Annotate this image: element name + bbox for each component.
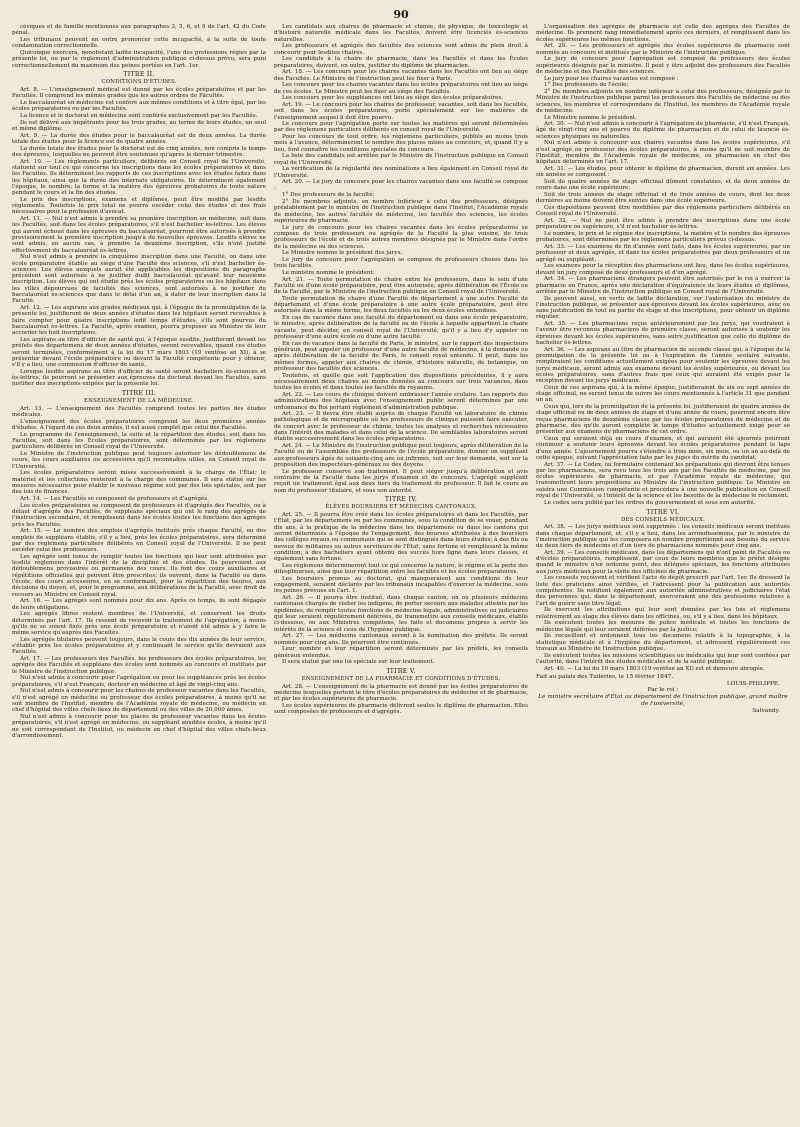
paragraph: Toutefois, et quelle que soit l'application des dispositions précédentes, il y aura nécessairement deux chaires au moins données au concours sur trois vacances, dans toutes les écoles et dans toutes les facultés du royaume. xyxy=(274,372,528,392)
paragraph: Leur nombre et leur répartition seront déterminés par les préfets, les conseils généraux entendus. xyxy=(274,646,528,659)
paragraph: Art. 22. — Les cours de clinique doivent embrasser l'année scolaire. Les rapports des administrations des hôpitaux avec l'enseignement public seront déterminés par une ordonnance du Roi portant règlement d'administration publique. xyxy=(274,391,528,411)
paragraph: Art. 31. — Les études, pour obtenir le diplôme de pharmacien, durent six années. Les six années se composent : xyxy=(536,166,790,179)
paragraph: Ceux de ces aspirans qui, à la même époque, justifieraient de six ou sept années de stage officinal, ne seront tenus de suivre les cours mentionnés à l'article 31 que pendant un an. xyxy=(536,384,790,404)
paragraph: Les boursiers promus au doctorat, qui manqueraient aux conditions de leur engagement, seraient déclarés par les tribunaux incapables d'exercer la médecine, sous les peines prévues en l'art. 1. xyxy=(274,575,528,595)
paragraph: Le Ministre nomme le président des jurys. xyxy=(282,250,403,257)
paragraph: Art. 34. — Les pharmaciens étrangers peuvent être autorisés par le roi à exercer la pharmacie en France, après une déclaration d'équivalence de leurs études et diplômes, arrêtée par le Ministre de l'instruction publique en Conseil royal de l'Université. xyxy=(536,276,790,295)
column-2 xyxy=(274,24,528,1119)
paragraph: Nul n'est admis à concourir aux chaires vacantes dans les écoles supérieures, s'il n'est agrégé ou professeur des écoles préparatoires, à moins qu'il ne soit membre de l'Institut, membre de l'Académie royale de médecine, ou pharmacien en chef des hôpitaux déterminés en l'art. 17. xyxy=(536,140,790,166)
signature-date: Fait au palais des Tuileries, le 15 février 1847. xyxy=(536,673,674,680)
paragraph: En cas de vacance dans la faculté de Paris, le ministre, sur le rapport des inspecteurs généraux, peut appeler un professeur d'une autre faculté de médecine, à la demande ou après délibération de la faculté de Paris, le conseil royal entendu. Il peut, dans les mêmes formes, appeler aux chaires de chimie, d'histoire naturelle, de botanique, un professeur des facultés des sciences. xyxy=(274,340,528,372)
paragraph: Nul n'est admis à concourir pour l'agrégation ou pour les suppléances près les écoles préparatoires, s'il n'est Français, docteur en médecine et âgé de vingt-cinq ans. xyxy=(12,675,266,688)
paragraph: Pour les concours de tout ordre, les règlemens particuliers, publiés au moins trois mois à l'avance, détermineront le nombre des places mises au concours, et, quand il y a lieu, font connaître les conditions spéciales du concours. xyxy=(274,134,528,153)
paragraph: Art. 14. — Les Facultés se composent de professeurs et d'agrégés. xyxy=(20,496,209,503)
paragraph: Le concours pour l'agrégation porte sur toutes les matières qui seront déterminées par des règlemens particuliers délibérés en conseil royal de l'Université. xyxy=(274,121,528,134)
paragraph: Les concours pour les suppléances ont lieu au siège des écoles préparatoires. xyxy=(282,95,503,102)
page-number: 90 xyxy=(393,8,409,21)
column-3 xyxy=(536,24,790,1119)
paragraph: Art. 13. — L'enseignement des Facultés comprend toutes les parties des études médicales. xyxy=(12,405,266,419)
paragraph: Les écoles préparatoires se composent de professeurs et d'agrégés des Facultés, ou à défaut d'agrégés des Facultés, de suppléans spéciaux qui ont le rang des agrégés de l'instruction secondaire, et remplissent dans les écoles toutes les fonctions des agrégés près les Facultés. xyxy=(12,502,266,528)
paragraph: 2° De membres adjoints en nombre inférieur à celui des professeurs, désignés par le Ministre de l'instruction publique parmi les professeurs des Facultés de médecine ou des sciences, les membres et correspondans de l'Institut, les membres de l'Académie royale de médecine. xyxy=(536,88,790,114)
paragraph: Ils peuvent aussi, en vertu de ladite déclaration, sur l'autorisation du ministre de l'instruction publique, se présenter aux épreuves devant les écoles supérieures, avec ou sans justification de tout ou partie du stage et des inscriptions, pour obtenir un diplôme régulier. xyxy=(536,295,790,321)
paragraph: Le nombre, le prix et le régime des inscriptions, la matière et le nombre des épreuves probatoires, sont déterminés par les règlemens particuliers prévus ci-dessus. xyxy=(536,230,790,244)
paragraph: Art. 8. — L'enseignement médical est donné par les écoles préparatoires et par les Facultés. Il comprend les mêmes grades que les autres ordres de Facultés. xyxy=(12,87,266,100)
paragraph: Les agrégés sont tenus de remplir toutes les fonctions qui leur sont attribuées par lesdits règlemens dans l'intérêt de la discipline et des études. Ils pourvoient aux dédoublemens provisoires ou permanens des cours. Ils font des cours auxiliaires et répétitions officielles qui peuvent être prescrites; ils ouvrent, dans la Faculté ou dans l'école, des cours accessoires, en se conformant, pour la répartition des heures, aux décisions du doyen, et, pour le programme, aux délibérations de la Faculté, avec droit de recours au Ministre en Conseil royal. xyxy=(12,553,266,598)
paragraph: Art. 15. — Le nombre des emplois d'agrégés institués près chaque Faculté, ou des emplois de suppléans établis, s'il y a lieu, près les écoles préparatoires, sera déterminé par des règlemens particuliers délibérés en Conseil royal de l'Université. Il ne peut excéder celui des professeurs. xyxy=(12,528,266,554)
paragraph: Le codex sera publié par les ordres du gouvernement et sous son autorité. xyxy=(544,499,756,506)
paragraph: Art. 21. — Toute permutation de chaire entre les professeurs, dans le sein d'une Faculté ou d'une école préparatoire, peut être autorisée, après délibération de l'École ou de la Faculté, par le Ministre de l'instruction publique en Conseil royal de l'Université. xyxy=(274,276,528,296)
section-title: TITRE III. xyxy=(121,390,157,398)
paragraph: Les candidats aux chaires de pharmacie et chimie, de physique, de toxicologie et d'histoire naturelle médicale dans les Facultés, doivent être licenciés ès-sciences naturelles. xyxy=(274,24,528,43)
paragraph: Art. 19. — Le concours pour les chaires de professeur, vacantes, soit dans les facultés, soit dans les écoles préparatoires, porte spécialement sur les matières de l'enseignement auquel il doit être pourvu. xyxy=(274,101,528,121)
paragraph: Les examens pour la réception des pharmaciens ont lieu, dans les écoles supérieures, devant un jury composé de deux professeurs et d'un agrégé. xyxy=(536,263,790,276)
paragraph: Art. 39. — Les conseils médicaux, dans les départemens qui n'ont point de Facultés ou d'écoles préparatoires, remplissent, par ceux de leurs membres que le préfet désigne quand le ministre n'en ordonne point, des délégués spéciaux, les fonctions attribuées aux jurys médicaux pour la visite des officines de pharmacie. xyxy=(536,549,790,575)
paragraph: Art. 9. — La durée des études pour le baccalauréat est de deux années. La durée totale des études pour la licence est de quatre années. xyxy=(12,132,266,145)
paragraph: Ils est délivré aux impétrants pour les trois grades, au terme de leurs études, un seul et même diplôme. xyxy=(12,119,266,133)
paragraph: Art. 17. — Les professeurs des Facultés, les professeurs des écoles préparatoires, les agrégés des Facultés et suppléans des écoles sont nommés au concours et institués par le Ministre de l'instruction publique. xyxy=(12,656,266,675)
paragraph: 1° Des professeurs de l'école; xyxy=(544,82,629,89)
paragraph: Les aspirans au titre d'officier de santé qui, à l'époque susdite, justifieront devant les préfets des départemens de deux années d'études, seront recevables, quand ces études seront terminées, conformément à la loi du 17 mars 1803 (19 ventôse an XI), à se présenter devant l'école préparatoire ou devant la Faculté compétente pour y obtenir, s'il y a lieu, une commission d'officier de santé. xyxy=(12,336,266,369)
paragraph: Art. 16. — Les agrégés sont nommés pour dix ans. Après ce temps, ils sont dégagés de leurs obligations. xyxy=(12,598,266,611)
paragraph: Ils exécutent toutes les mesures de police médicale et toutes les fonctions de médecine légale qui leur seraient déférées par la justice; xyxy=(536,620,790,633)
signature-minister-title: Le ministre secrétaire d'État au département de l'instruction publique, grand maître de l'université, xyxy=(538,694,788,707)
paragraph: Ils exécutent toutes les missions scientifiques ou médicales qui leur sont confiées par l'autorité, dans l'intérêt des études médicales et de la santé publique. xyxy=(536,652,790,665)
paragraph: Art. 36. — Les aspirans au titre de pharmacien de seconde classe qui, à l'époque de la promulgation de la présente loi ou à l'expiration de l'année scolaire suivante, rempliraient les conditions actuellement exigées pour soutenir les épreuves devant les jurys médicaux, seront admis aux examens devant les écoles supérieures, ou devant les écoles préparatoires, sans d'autres frais que ceux qui auraient été exigés pour la réception devant les jurys médicaux. xyxy=(536,346,790,385)
paragraph: Quiconque exercera, nonobstant ladite incapacité, l'une des professions régies par la présente loi, ou par le règlement d'administration publique ci-dessus prévu, sera puni correctionnellement du maximum des peines portées en l'art. 1er. xyxy=(12,49,266,69)
paragraph: Le Ministre nomme le président. xyxy=(544,114,637,121)
paragraph: Les conseils reçoivent et vérifient l'acte de dépôt prescrit par l'art. 1er. Ils dressent la liste des praticiens ainsi vérifiés, et l'adressent pour la publication aux autorités compétentes. Ils notifient également aux autorités administratives et judiciaires l'état des personnes qui, dans le département, exerceraient une des professions relatives à l'art de guérir sans titre légal; xyxy=(536,575,790,607)
paragraph: Soit de quatre années de stage officinal dûment constatées, et de deux années de cours dans une école supérieure; xyxy=(536,179,790,192)
section-subtitle: ENSEIGNEMENT DE LA PHARMACIE ET CONDITIONS D'ÉTUDES. xyxy=(301,676,501,682)
paragraph: Art. 20. — Le jury de concours pour les chaires vacantes dans une faculté se compose : xyxy=(274,179,528,192)
text-columns xyxy=(12,24,790,1119)
paragraph: Art. 25. — Il pourra être créé dans les écoles préparatoires et dans les Facultés, par l'État, par les départemens ou par les communes, sous la condition de se vouer, pendant dix ans, à la pratique de la médecine dans les départemens ou dans les cantons qui seront déterminés à l'époque de l'engagement, des bourses attribuées à des boursiers des collèges royaux ou communaux qui se sont distingués dans leurs études; à des fils ou neveux de militaires ou autres serviteurs de l'État, sans fortune et remplissant la même condition; à des bacheliers ayant obtenu des succès hors ligne dans leurs classes, et également sans fortune. xyxy=(274,512,528,563)
paragraph: Les tribunaux peuvent en outre prononcer cette incapacité, à la suite de toute condamnation correctionnelle. xyxy=(12,36,266,50)
paragraph: Le prix des inscriptions, examens et diplômes, peut être modifié par lesdits règlements. Toutefois le prix total ne pourra excéder celui des études et des frais nécessaires pour la profession d'avocat. xyxy=(12,196,266,216)
paragraph: La durée totale des études pour le doctorat est de cinq années, non compris le temps des épreuves, lesquelles ne peuvent être soutenues qu'après le dernier trimestre. xyxy=(12,145,266,158)
paragraph: Art. 38. — Les jurys médicaux sont supprimés : les conseils médicaux seront institués dans chaque département, et, s'il y a lieu, dans les arrondissemens, par le ministre de l'instruction publique qui les composera en nombre proportionné aux besoins du service de deux tiers de médecins et d'un tiers de pharmaciens nommés pour cinq ans. xyxy=(536,524,790,550)
paragraph: Art. 37. — Le Codex, ou formulaire contenant les préparations qui devront être tenues par les pharmaciens, sera revu tous les trois ans par les Facultés de médecine, par les écoles supérieures de pharmacie, et par l'Académie royale de médecine, qui transmettront leurs propositions au Ministre de l'instruction publique. Le Ministre en saisira une Commission compétente et procédera à une nouvelle publication en Conseil royal de l'Université, si l'intérêt de la science et les besoins de la médecine le réclament. xyxy=(536,461,790,500)
paragraph: Les écoles supérieures de pharmacie délivrent seules le diplôme de pharmacien. Elles sont composées de professeurs et d'agrégés. xyxy=(274,702,528,716)
paragraph: Nul n'est admis à concourir pour les chaires de professeur vacantes dans les Facultés, s'il n'est agrégé en médecine ou professeur des écoles préparatoires, à moins qu'il ne soit membre de l'Institut, membre de l'Académie royale de médecine, ou médecin en chef d'hôpital des villes chefs-lieux de département ou des villes de 20,000 âmes. xyxy=(12,688,266,714)
section-subtitle: DES CONSEILS MÉDICAUX. xyxy=(620,516,706,523)
paragraph: En cas de vacance dans une faculté du département ou dans une école préparatoire, le ministre, après délibération de la faculté ou de l'école à laquelle appartient la chaire vacante, peut décider, en conseil royal de l'Université, qu'il y a lieu d'y appeler un professeur d'une autre école ou d'une autre faculté. xyxy=(274,315,528,341)
paragraph: Art. 28. — L'enseignement de la pharmacie est donné par les écoles préparatoires de médecine lesquelles portent le titre d'écoles préparatoires de médecine et de pharmacie, et par les écoles supérieures de pharmacie. xyxy=(274,683,528,703)
paragraph: Le baccalauréat en médecine est conféré aux mêmes conditions et à titre égal, par les écoles préparatoires ou par les Facultés. xyxy=(12,100,266,113)
paragraph: Nul n'est admis à prendre la cinquième inscription dans une Faculté, ou dans une école préparatoire établie au siège d'une Faculté des sciences, s'il n'est bachelier ès-sciences. Les élèves auxquels aurait été applicables les dispositions du paragraphe précédent sont autorisés à ne justifier dudit baccalauréat qu'avant leur neuvième inscription. Les élèves qui ont étudié près les écoles préparatoires ou les hôpitaux dans les villes dépourvues de facultés des sciences, sont autorisés à ne justifier du baccalauréat ès-sciences que dans le délai d'un an, à dater de leur inscription dans la Faculté. xyxy=(12,254,266,305)
paragraph: Art. 26. — Il pourra être institué, dans chaque canton, un ou plusieurs médecins cantonaux chargés de visiter les indigens, de porter secours aux malades atteints par les épidémies, de remplir toutes fonctions de médecine légale, administratives ou judiciaires qui leur seraient régulièrement déférées, de transmettre aux conseils médicaux, établis ci-dessous, ou aux Ministres compétens, les faits et documens propres à servir les intérêts de la science et ceux de l'hygiène publique. xyxy=(274,595,528,633)
paragraph: Art. 40. — La loi du 10 mars 1803 (19 ventôse an XI) est et demeure abrogée. xyxy=(544,665,765,672)
paragraph: Le professeur conserve son traitement. Il peut siéger jusqu'à délibération et avis contraire de la Faculté dans les jurys d'examen et de concours. L'agrégé suppléant reçoit un traitement égal aux deux tiers du traitement du professeur. Il fait le cours au nom du professeur titulaire, et sous son autorité. xyxy=(274,468,528,494)
paragraph: L'enseignement des écoles préparatoires comprend les deux premières années d'études. A l'égard de ces deux années, il est aussi complet que celui des Facultés. xyxy=(12,418,266,432)
paragraph: Toute permutation de chaire d'une Faculté de département à une autre Faculté de département et d'une école préparatoire à une autre école préparatoire, peut être autorisée dans la même forme, les deux facultés ou les deux écoles entendues. xyxy=(274,295,528,315)
paragraph: La vérification de la régularité des nominations a lieu également en Conseil royal de l'Université. xyxy=(274,166,528,179)
paragraph: Ceux qui, lors de la promulgation de la présente loi, justifieraient de quatre années de stage officinal ou de deux années de stage et d'une année de cours, pourront encore être reçus pharmaciens de deuxième classe par les écoles préparatoires de médecine et de pharmacie, dès qu'ils auront complété le temps d'études actuellement exigé pour se présenter aux examens de pharmaciens de cet ordre. xyxy=(536,404,790,436)
paragraph: Le programme de l'enseignement, la suite et la répartition des études, soit dans les Facultés, soit dans les Écoles préparatoires, sont déterminés par les règlemens particuliers délibérés en Conseil royal de l'Université. xyxy=(12,431,266,451)
section-subtitle: ENSEIGNEMENT DE LA MÉDECINE. xyxy=(84,398,194,405)
signature-minister-name: Salvandy. xyxy=(752,707,780,714)
paragraph: Art. 27. — Les médecins cantonaux seront à la nomination des préfets. Ils seront nommés pour cinq ans. Ils pourront être continués. xyxy=(274,633,528,646)
paragraph: La licence et le doctorat en médecine sont conférés exclusivement par les Facultés. xyxy=(20,113,258,120)
paragraph: Ils recueillent et ordonnent tous les documens relatifs à la topographie, à la statistique médicale et à l'hygiène du département, et adressent régulièrement ces travaux au Ministre de l'instruction publique. xyxy=(536,633,790,652)
paragraph: Le ministre nomme le président. xyxy=(282,269,375,276)
paragraph: Il sera statué par une loi spéciale sur leur traitement. xyxy=(282,659,435,666)
paragraph: Les concours pour les chaires vacantes dans les écoles préparatoires ont lieu au siège de ces écoles. Le Ministre peut les fixer au siège des Facultés. xyxy=(274,82,528,95)
paragraph: Les candidats à la chaire de pharmacie, dans les Facultés et dans les Écoles préparatoires, doivent, en outre, justifier du diplôme de pharmacien. xyxy=(274,56,528,69)
paragraph: Le jury de concours pour l'agrégation se compose de professeurs choisis dans les trois facultés. xyxy=(274,256,528,270)
signature-king: LOUIS-PHILIPPE. xyxy=(726,680,780,687)
paragraph: Le Ministre de l'instruction publique peut toujours autoriser les dédoublemens de cours, les cours auxiliaires ou accessoires qu'il reconnaîtra utiles, en Conseil royal de l'Université. xyxy=(12,451,266,470)
paragraph: Art. 18. — Les concours pour les chaires vacantes dans les Facultés ont lieu au siège des Facultés. Le Ministre de l'instruction peut les fixer à Paris. xyxy=(274,69,528,82)
paragraph: Ils exercent les attributions qui leur sont données par les lois et règlemens relativement au stage des élèves dans les officines, ou, s'il y a lieu, dans les hôpitaux. xyxy=(536,607,790,620)
paragraph: Art. 11. — Nul n'est admis à prendre sa première inscription en médecine, soit dans les Facultés, soit dans les écoles préparatoires, s'il n'est bachelier ès-lettres. Les élèves qui auront échoué dans les épreuves du baccalauréat, pourront être autorisés à prendre provisoirement la première inscription jusqu'à de nouvelles épreuves. Lesdits élèves ne sont admis, en aucun cas, à prendre la deuxième inscription, s'ils n'ont justifié effectivement du baccalauréat ès-lettres. xyxy=(12,216,266,254)
paragraph: Art. 12. — Les aspirans aux grades médicaux qui, à l'époque de la promulgation de la présente loi, justifieront de deux années d'études dans les hôpitaux seront recevables à faire compter pour quatre inscriptions ledit temps d'études, s'ils sont pourvus du baccalauréat ès-lettres. La Faculté, après examen, pourra proposer au Ministre de leur accorder les huit inscriptions. xyxy=(12,305,266,337)
paragraph: Le jury de concours pour les chaires vacantes dans les écoles préparatoires se compose de trois professeurs ou agrégés de la Faculté la plus voisine, de trois professeurs de l'école et de trois autres membres désignés par le Ministre dans l'ordre de la médecine ou des sciences. xyxy=(274,224,528,250)
paragraph: Art. 24. — Le Ministre de l'instruction publique peut toujours, après délibération de la Faculté ou de l'assemblée des professeurs de l'école préparatoire, donner un suppléant aux professeurs âgés de soixante-cinq ans ou infirmes, soit sur leur demande, soit sur la proposition des inspecteurs-généraux ou des doyens. xyxy=(274,443,528,468)
paragraph: Ces dispositions peuvent être modifiées par des règlemens particuliers délibérés en Conseil royal de l'Université. xyxy=(536,205,790,218)
paragraph: Art. 33. — Les examens de fin d'année sont faits, dans les écoles supérieures, par un professeur et deux agrégés, et dans les écoles préparatoires par deux professeurs et un agrégé ou suppléant. xyxy=(536,243,790,263)
paragraph: céviques et de famille mentionnés aux paragraphes 3, 5, 6, et 8 de l'art. 42 du Code pénal. xyxy=(12,24,266,37)
section-title: TITRE V. xyxy=(386,668,416,675)
paragraph: Les agrégés titulaires peuvent toujours, dans le cours des dix années de leur service, s'établir près les écoles préparatoires et y continuant le service qu'ils devraient aux Facultés. xyxy=(12,636,266,656)
paragraph: Art. 23. — Il devra être établi auprès de chaque Faculté un laboratoire de chimie pathologique et de micrographie où les professeurs de clinique puissent faire exécuter, de concert avec le professeur de chimie, toutes les analyses et recherches nécessaires dans l'intérêt des malades et dans celui de la science. De semblables laboratoires seront établis successivement dans les écoles préparatoires. xyxy=(274,411,528,443)
paragraph: Le jury de concours pour l'agrégation est composé de professeurs des écoles supérieures désignés par le ministre. Il peut y être adjoint des professeurs des Facultés de médecine et des Facultés des sciences. xyxy=(536,56,790,75)
paragraph: Art. 32. — Nul ne peut être admis à prendre des inscriptions dans une école préparatoire ou supérieure, s'il n'est bachelier ès-lettres. xyxy=(536,217,790,231)
column-1 xyxy=(12,24,266,1119)
paragraph: Les écoles préparatoires seront mises successivement à la charge de l'État; le matériel et les collections resteront à la charge des communes. Il sera statué sur les mesures nécessaires pour établir le nouveau régime soit par des lois spéciales, soit par des lois de finances. xyxy=(12,470,266,496)
paragraph: Lorsque lesdits aspirans au titre d'officier de santé seront bacheliers ès-sciences et ès-lettres, ils pourront se présenter aux épreuves du doctorat devant les Facultés, sans justifier des inscriptions exigées par la présente loi. xyxy=(12,368,266,388)
paragraph: Nul n'est admis à concourir pour les places de professeur vacantes dans les écoles préparatoires, s'il n'est agrégé en médecine, ou suppléant auxdites écoles, à moins qu'il ne soit correspondant de l'Institut, ou médecin en chef d'hôpital des villes chefs-lieux d'arrondissement. xyxy=(12,714,266,739)
paragraph: Le jury pour les chaires vacantes est composé : xyxy=(544,75,679,82)
section-title: TITRE II. xyxy=(123,71,155,79)
signature-block xyxy=(536,674,790,715)
paragraph: Art. 35. — Les pharmaciens reçus antérieurement par les jurys, qui voudraient à l'avenir être reconnus pharmaciens de première classe, seront autorisés à soutenir les épreuves devant les écoles supérieures, sans autre justification que celle du diplôme de bachelier ès-lettres. xyxy=(536,321,790,346)
paragraph: Les agrégés libres restent membres de l'Université, et conservent les droits déterminés par l'art. 17. Ils cessent de recevoir le traitement de l'agrégation, à moins qu'ils ne se soient fixés près une école préparatoire et n'aient été admis à y faire le même service qu'auprès des Facultés. xyxy=(12,611,266,637)
section-title: TITRE VI. xyxy=(646,508,680,516)
paragraph: Art. 29. — Les professeurs et agrégés des écoles supérieures de pharmacie sont nommés au concours et institués par le Ministre de l'instruction publique. xyxy=(536,43,790,56)
paragraph: Ceux qui seraient déjà en cours d'examen, et qui auraient été ajournés pourront continuer à soutenir leurs épreuves devant les écoles préparatoires pendant le laps d'une année. L'ajournement pourra s'étendre à trois mois, six mois, ou un an au-delà de cette époque, suivant l'appréciation faite par les juges du mérite du candidat. xyxy=(536,435,790,461)
section-subtitle: ÉLÈVES BOURSIERS ET MÉDECINS CANTONAUX. xyxy=(325,504,477,511)
paragraph: Les professeurs et agrégés des facultés des sciences sont admis de plein droit à concourir pour lesdites chaires. xyxy=(274,43,528,56)
paragraph: Les règlemens détermineront tout ce qui concerne la nature, le régime et la perte des ditespbourses, ainsi que leur répartition entre les facultés et les écoles préparatoires. xyxy=(274,562,528,576)
signature-par-le-roi: Par le roi : xyxy=(647,687,679,694)
paragraph: L'organisation des agrégés de pharmacie est celle des agrégés des Facultés de médecine. Ils prennent rang immédiatement après ces derniers, et remplissent dans les écoles supérieures les mêmes fonctions. xyxy=(536,24,790,43)
paragraph: 2° De membres adjoints, en nombre inférieur à celui des professeurs, désignés préalablement par le ministre de l'instruction publique dans l'Institut, l'Académie royale de médecine, les autres facultés de médecine, les facultés des sciences, les écoles supérieures de pharmacie. xyxy=(274,199,528,224)
paragraph: 1° Des professeurs de la faculté; xyxy=(282,192,375,199)
paragraph: Art. 30. — Nul n'est admis à concourir à l'agrégation de pharmacie, s'il n'est Français, âgé de vingt-cinq ans et pourvu du diplôme de pharmacien et de celui de licencié ès-sciences physiques ou naturelles. xyxy=(536,121,790,140)
paragraph: Art. 10. — Les règlements particuliers, délibérés en Conseil royal de l'Université, statuent sur tout ce qui concerne les inscriptions dans les écoles préparatoires et dans les Facultés. Ils déterminent les rapports de ces inscriptions avec les études faites dans les hôpitaux, ainsi que la durée des internats obligatoires. Ils déterminent également l'époque, le nombre, la forme et la matière des épreuves probatoires de toute nature pendant le cours et la fin des études. xyxy=(12,158,266,197)
paragraph: La liste des candidats est arrêtée par le Ministre de l'instruction publique en Conseil royal de l'Université. xyxy=(274,153,528,166)
section-subtitle: CONDITIONS D'ÉTUDES. xyxy=(101,79,177,86)
paragraph: Soit de trois années de stage officinal et de trois années de cours, dont les deux dernières au moins doivent être suivies dans une école supérieure. xyxy=(536,192,790,205)
section-title: TITRE IV. xyxy=(384,496,418,504)
